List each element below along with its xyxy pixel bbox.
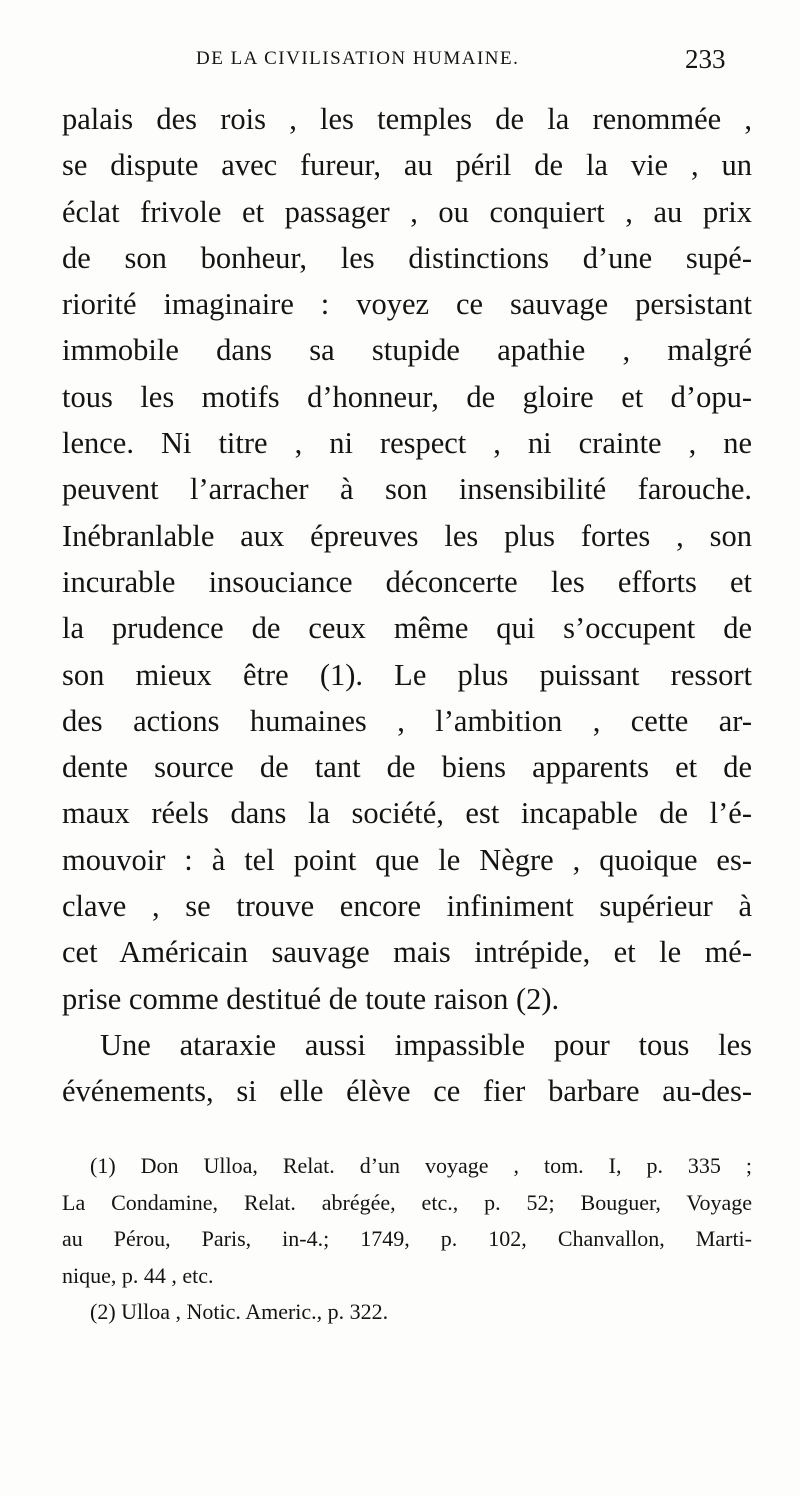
text-line: dente source de tant de biens apparents et de [62,750,752,785]
text-line: lence. Ni titre , ni respect , ni crainte , ne [62,426,752,461]
footnote-1-line: (1) Don Ulloa, Relat. d’un voyage , tom. I, p. 335 ; [90,1153,752,1178]
text-line: la prudence de ceux même qui s’occupent de [62,611,752,646]
footnote-1-line: au Pérou, Paris, in-4.; 1749, p. 102, Chanvallon, Marti- [62,1226,752,1251]
text-line: maux réels dans la société, est incapable de l’é- [62,796,752,831]
text-line: Inébranlable aux épreuves les plus fortes , son [62,518,752,553]
footnote-1-line: nique, p. 44 , etc. [62,1262,214,1288]
text-line: cet Américain sauvage mais intrépide, et le mé- [62,935,752,970]
text-line: se dispute avec fureur, au péril de la vie , un [62,148,752,183]
running-head: DE LA CIVILISATION HUMAINE. [196,48,520,69]
text-line: de son bonheur, les distinctions d’une supé- [62,240,752,275]
text-line: son mieux être (1). Le plus puissant ressort [62,657,752,692]
page-header [0,42,800,82]
main-text [62,96,752,1115]
text-line: immobile dans sa stupide apathie , malgré [62,333,752,368]
footnote-2-line: (2) Ulloa , Notic. Americ., p. 322. [90,1299,389,1324]
text-line: tous les motifs d’honneur, de gloire et d’opu- [62,379,752,414]
footnote-1-line: La Condamine, Relat. abrégée, etc., p. 52; Bouguer, Voyage [62,1189,752,1215]
text-line: éclat frivole et passager , ou conquiert , au prix [62,194,752,229]
text-line: incurable insouciance déconcerte les efforts et [62,564,752,599]
text-line: palais des rois , les temples de la renommée , [62,102,752,136]
text-line: des actions humaines , l’ambition , cette ar- [62,703,752,738]
text-line: peuvent l’arracher à son insensibilité farouche. [62,472,752,507]
text-line: événements, si elle élève ce fier barbare au-des- [62,1074,752,1109]
text-line: clave , se trouve encore infiniment supérieur à [62,889,752,924]
text-line: prise comme destitué de toute raison (2). [62,981,560,1016]
paragraph-start-line: Une ataraxie aussi impassible pour tous les [100,1027,752,1062]
footnotes [62,1148,752,1331]
page-number: 233 [685,44,726,74]
text-line: riorité imaginaire : voyez ce sauvage persistant [62,287,752,322]
text-line: mouvoir : à tel point que le Nègre , quoique es- [62,842,752,877]
